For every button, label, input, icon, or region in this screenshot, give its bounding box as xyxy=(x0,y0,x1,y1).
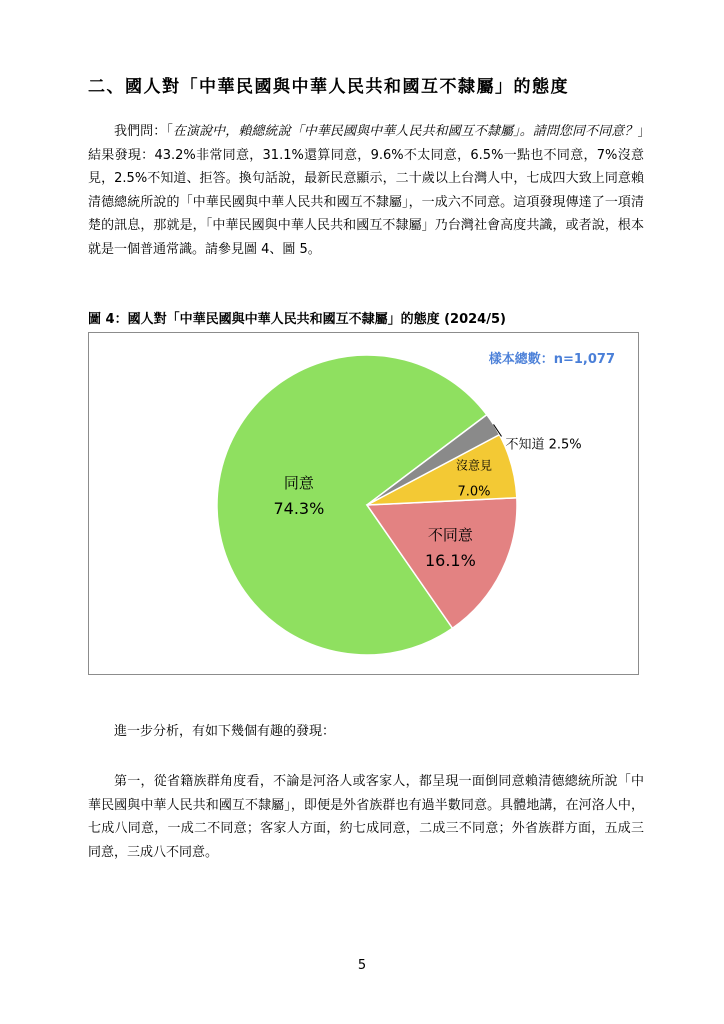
slice-value-0: 74.3% xyxy=(273,499,325,519)
paragraph-ethnic-analysis: 第一，從省籍族群角度看，不論是河洛人或客家人，都呈現一面倒同意賴清德總統所說「中華民國與中華人民共和國互不隸屬」，即便是外省族群也有過半數同意。具體地講，在河洛人中，七成八同意，一成二不同意；客家人方面，約七成同意，二成三不同意；外省族群方面，五成三同意，三成八不同意。 xyxy=(88,774,644,860)
slice-label-1: 不同意 xyxy=(427,526,473,545)
page-number: 5 xyxy=(357,958,367,973)
pie-chart-frame xyxy=(88,332,639,675)
slice-label-0: 同意 xyxy=(283,474,314,493)
slice-label-2: 沒意見 xyxy=(456,458,493,473)
survey-question: 在演說中，賴總統說「中華民國與中華人民共和國互不隸屬」。請問您同不同意？ xyxy=(172,124,638,139)
paragraph-survey-results xyxy=(88,120,644,261)
slice-label-3: 不知道 2.5% xyxy=(505,437,582,453)
slice-value-1: 16.1% xyxy=(424,551,476,571)
paragraph-analysis-intro: 進一步分析，有如下幾個有趣的發現： xyxy=(114,724,336,739)
slice-value-2: 7.0% xyxy=(457,484,491,500)
sample-size-note: 樣本總數：n=1,077 xyxy=(488,352,615,367)
section-heading: 二、國人對「中華民國與中華人民共和國互不隸屬」的態度 xyxy=(88,77,569,97)
pie-chart xyxy=(89,333,640,676)
paragraph-lead: 我們問：「 xyxy=(114,124,173,139)
paragraph-rest: 」結果發現：43.2%非常同意，31.1%還算同意，9.6%不太同意，6.5%一點也不同意，7%沒意見，2.5%不知道、拒答。換句話說，最新民意顯示，二十歲以上台灣人中，七成四大致上同意賴清德總統所說的「中華民國與中華人民共和國互不隸屬」，一成六不同意。這項發現傳達了一項清楚的訊息，那就是，「中華民國與中華人民共和國互不隸屬」乃台灣社會高度共識，或者說，根本就是一個普通常識。請參見圖 4、圖 5。 xyxy=(88,124,644,257)
figure-caption: 圖 4：國人對「中華民國與中華人民共和國互不隸屬」的態度 (2024/5) xyxy=(88,312,506,327)
